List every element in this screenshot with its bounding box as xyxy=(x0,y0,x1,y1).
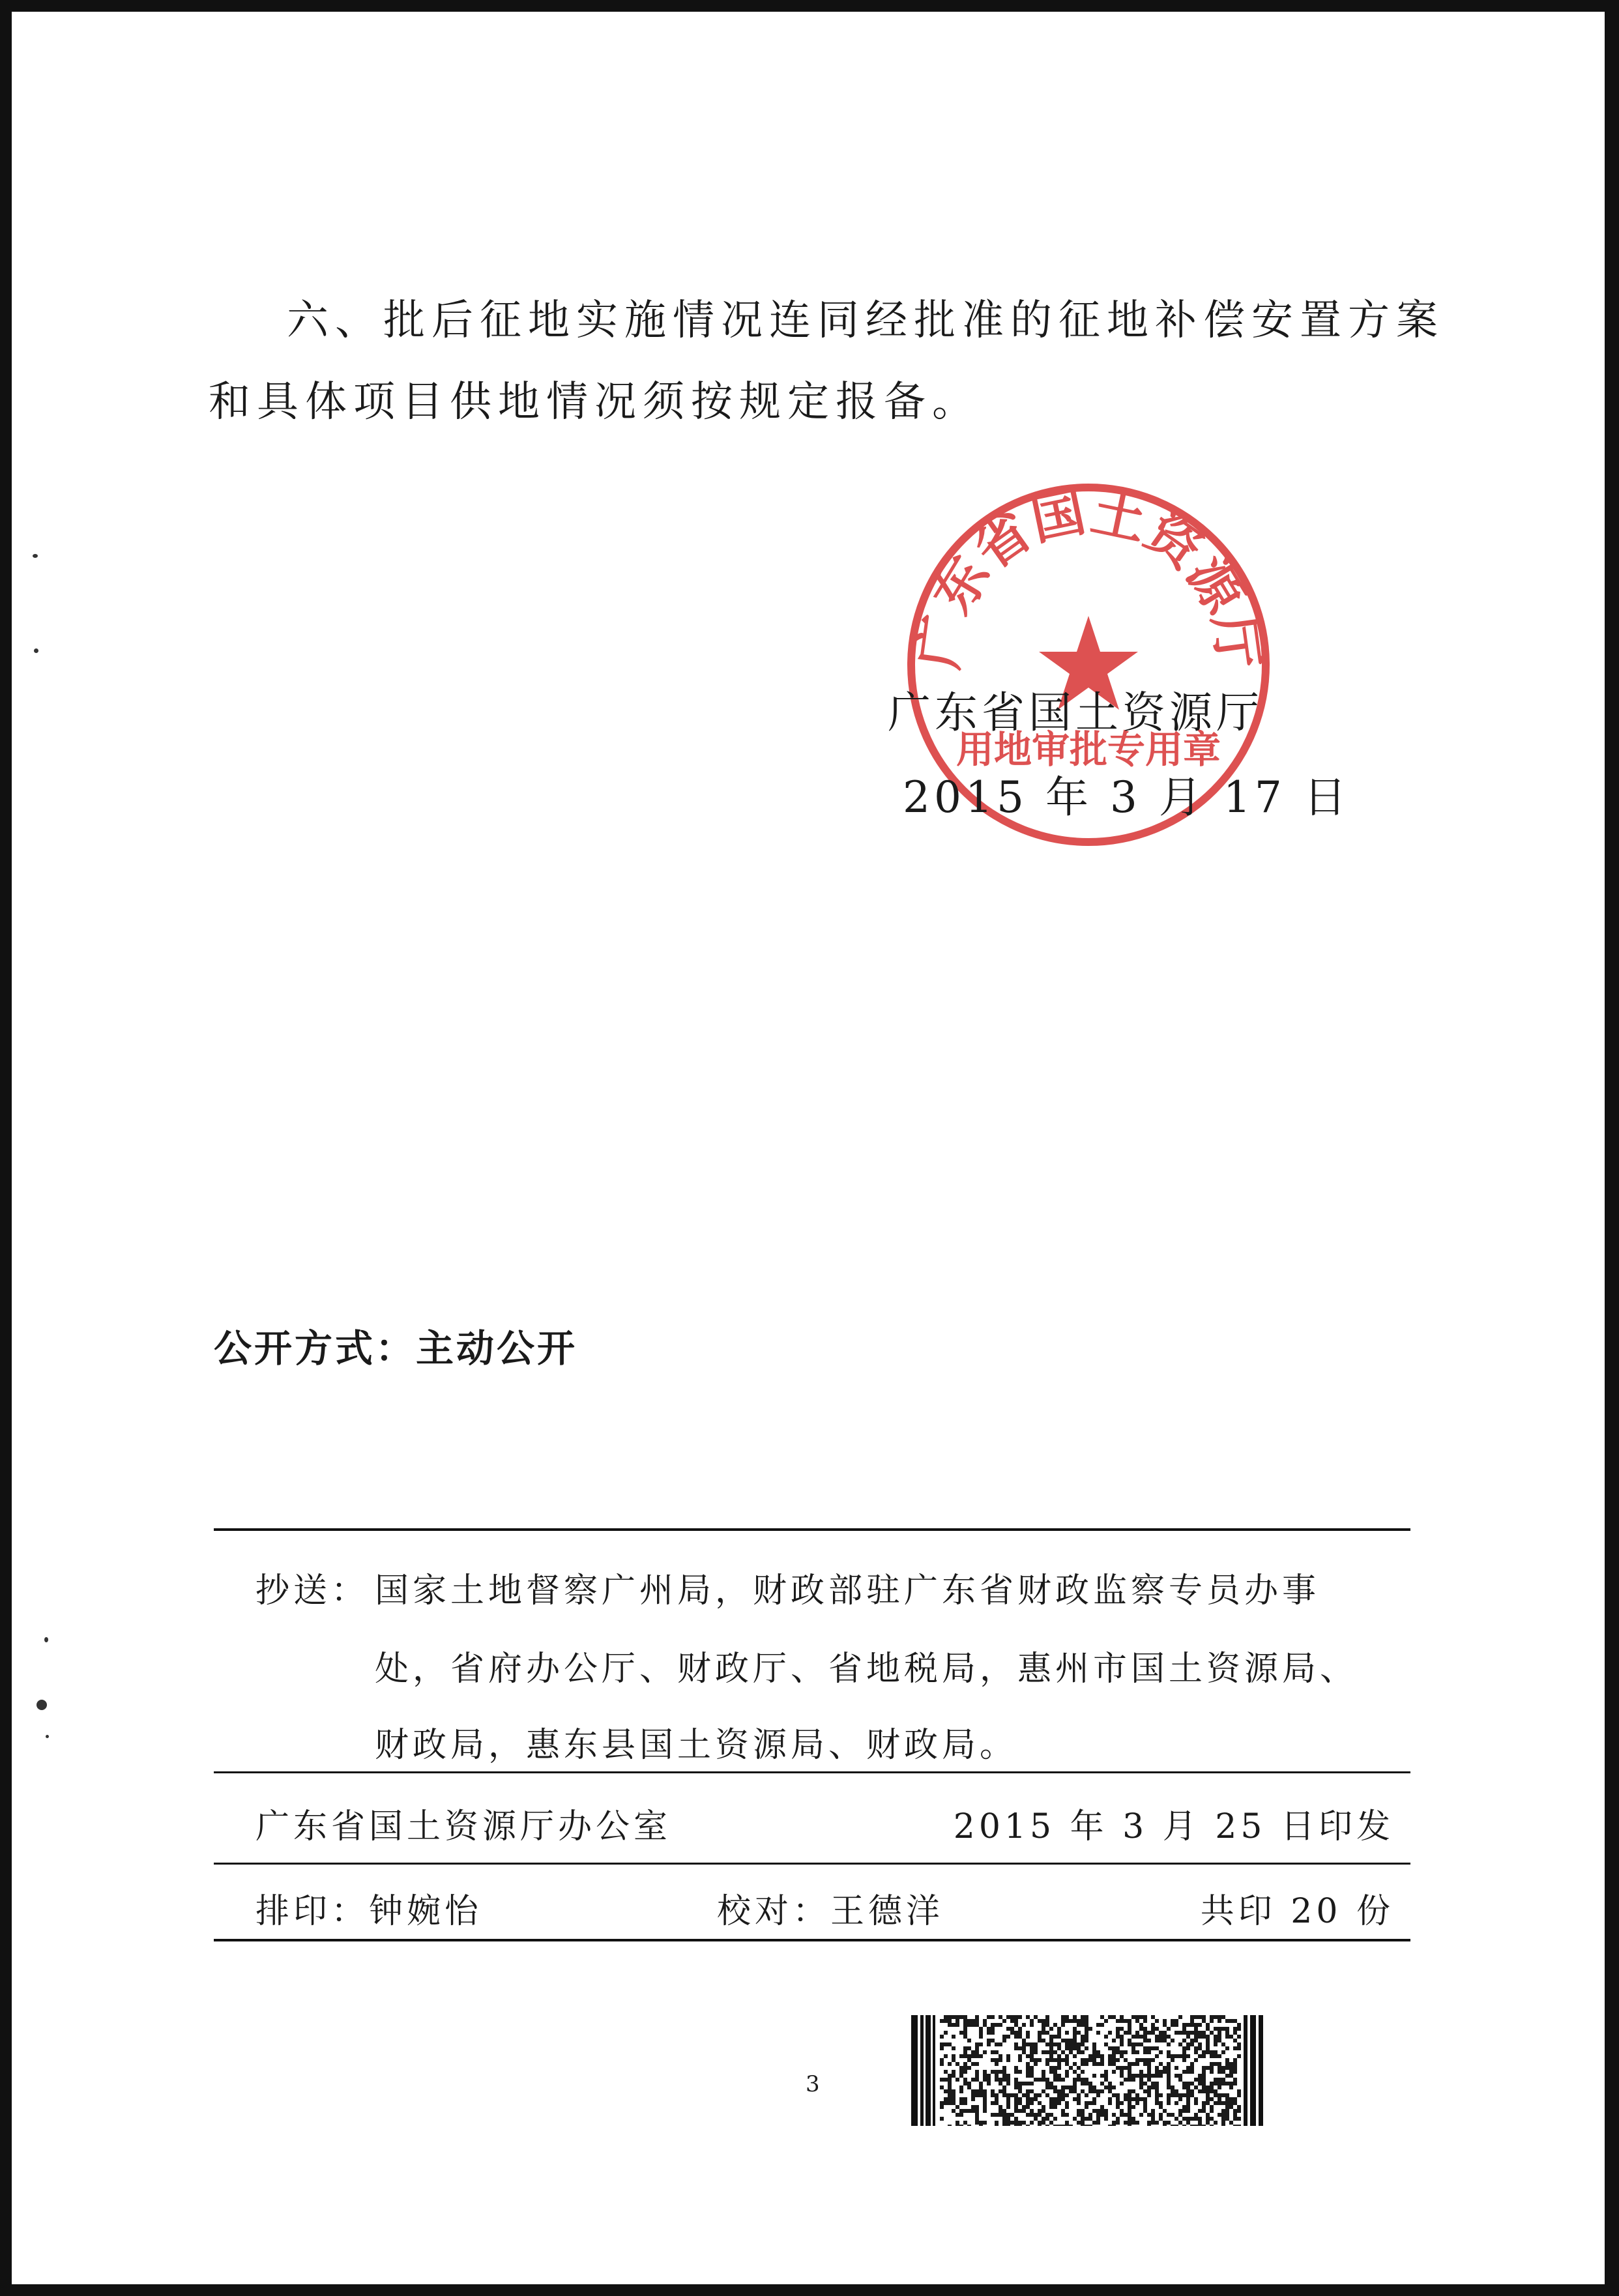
scan-speck xyxy=(33,554,38,558)
seal-bottom-text: 用地审批专用章 xyxy=(955,727,1221,772)
print-date: 2015 年 3 月 25 日印发 xyxy=(953,1807,1394,1846)
paragraph-line-1: 六、批后征地实施情况连同经批准的征地补偿安置方案 xyxy=(287,297,1444,345)
proofreader: 校对：王德洋 xyxy=(717,1892,944,1931)
cc-label: 抄送： xyxy=(255,1571,370,1610)
cc-line-3: 财政局，惠东县国土资源局、财政局。 xyxy=(375,1726,1018,1765)
paragraph-line-2: 和具体项目供地情况须按规定报备。 xyxy=(209,378,980,426)
issuing-office: 广东省国土资源厅办公室 xyxy=(255,1807,672,1846)
page-number: 3 xyxy=(806,2071,820,2097)
footer-bottom-rule xyxy=(214,1939,1410,1941)
disclosure-label: 公开方式： xyxy=(214,1326,416,1371)
footer-top-rule xyxy=(214,1528,1410,1531)
footer-rule-3 xyxy=(214,1863,1410,1865)
disclosure-value: 主动公开 xyxy=(416,1326,578,1371)
cc-line-2: 处，省府办公厅、财政厅、省地税局，惠州市国土资源局、 xyxy=(375,1649,1358,1689)
issuer-name: 广东省国土资源厅 xyxy=(888,688,1263,738)
seal-arc-text: 广东省国土资源厅 xyxy=(906,480,1271,673)
cc-line-1: 国家土地督察广州局，财政部驻广东省财政监察专员办事 xyxy=(375,1571,1320,1610)
scan-speck xyxy=(36,1700,47,1710)
scan-speck xyxy=(34,648,38,653)
copies-count: 共印 20 份 xyxy=(1200,1892,1394,1931)
scan-speck xyxy=(44,1637,48,1642)
issue-date: 2015 年 3 月 17 日 xyxy=(903,772,1350,822)
typesetter: 排印：钟婉怡 xyxy=(255,1892,483,1931)
footer-rule-2 xyxy=(214,1771,1410,1773)
disclosure-line xyxy=(214,1318,577,1373)
document-barcode xyxy=(911,2015,1263,2126)
scan-speck xyxy=(46,1735,49,1738)
